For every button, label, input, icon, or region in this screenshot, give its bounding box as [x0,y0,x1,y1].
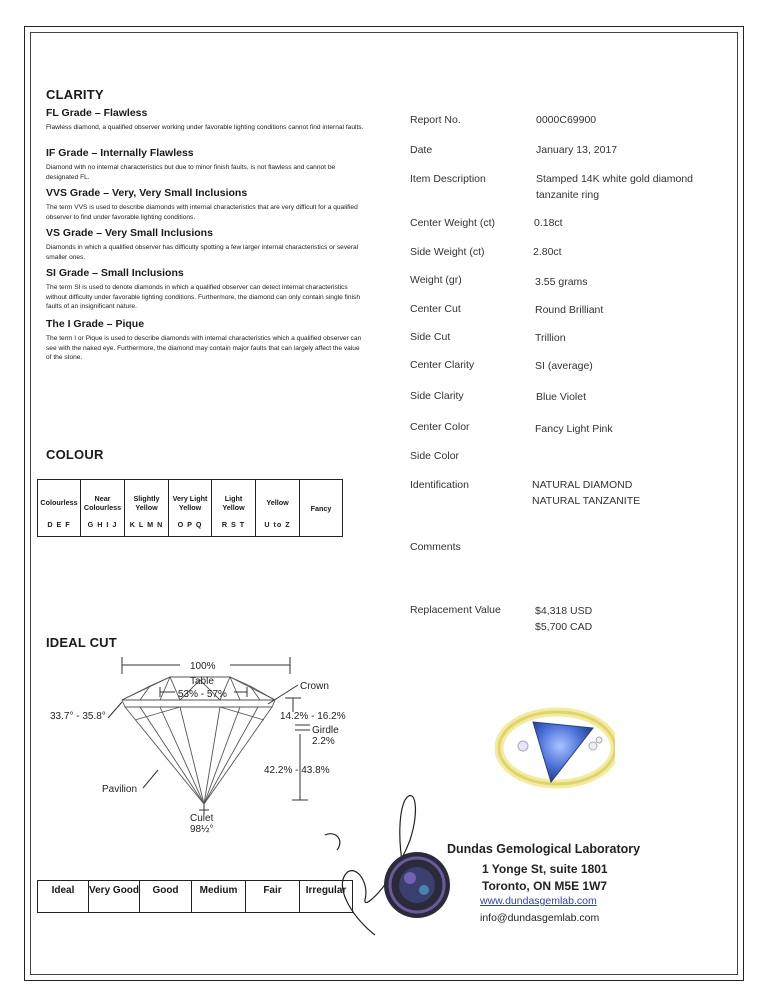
clarity-title: CLARITY [46,87,104,102]
cut-culet-label: Culet [190,813,214,824]
value-identification-1: NATURAL DIAMOND [532,479,633,491]
cut-table-label: Table [190,676,214,687]
cut-culet-value: 98½° [190,824,214,835]
lab-address-line1: 1 Yonge St, suite 1801 [482,862,608,876]
label-center-color: Center Color [410,421,470,433]
colour-cell [256,480,300,537]
colour-cell-label: Yellow [266,498,289,507]
label-side-cut: Side Cut [410,331,451,343]
colour-cell-label: Near Colourless [83,493,122,512]
lab-address-line2: Toronto, ON M5E 1W7 [482,879,608,893]
lab-name: Dundas Gemological Laboratory [447,842,641,856]
colour-cell-grades: R S T [221,519,246,529]
clarity-vvs-heading: VVS Grade – Very, Very Small Inclusions [46,187,248,199]
clarity-vvs-text: The term VVS is used to describe diamonds with internal characteristics that are very difficult for a qualified observer to find under favorable lighting conditions. [46,204,358,221]
cut-crown-label: Crown [300,681,329,692]
value-item-description: Stamped 14K white gold diamond tanzanite ring [536,173,694,201]
value-center-clarity: SI (average) [535,360,593,372]
colour-cell [212,480,256,537]
value-identification-2: NATURAL TANZANITE [532,495,641,507]
clarity-if-text: Diamond with no internal characteristics but due to minor finish faults, is not flawless and cannot be designated FL. [46,164,336,181]
cut-grade-cell: Medium [192,881,246,913]
value-center-weight: 0.18ct [534,217,563,229]
colour-cell-fancy: Fancy [300,480,343,537]
cut-grade-cell: Good [140,881,192,913]
value-center-color: Fancy Light Pink [535,423,613,435]
label-report-no: Report No. [410,114,461,126]
clarity-si-text: The term SI is used to denote diamonds in which a qualified observer can detect internal characteristics without difficulty under favorable lighting conditions. Furthermore, the diamond can only contain single finish faults of an insignificant nature. [46,284,360,311]
clarity-fl-text: Flawless diamond, a qualified observer working under favorable lighting conditions cannot find internal faults. [46,124,364,131]
colour-cell-label: Light Yellow [222,493,245,512]
value-center-cut: Round Brilliant [535,304,604,316]
label-replacement-value: Replacement Value [410,604,501,616]
cut-grade-cell: Very Good [89,881,140,913]
clarity-fl-heading: FL Grade – Flawless [46,107,148,119]
cut-pavilion-label: Pavilion [102,784,138,795]
label-date: Date [410,144,433,156]
colour-cell-label: Colourless [40,498,78,507]
colour-scale-table [37,479,343,537]
lab-website-link[interactable]: www.dundasgemlab.com [480,895,597,907]
colour-cell-grades: U to Z [264,519,291,529]
cut-grade-cell: Ideal [38,881,89,913]
colour-cell-grades: D E F [47,519,71,529]
clarity-i-heading: The I Grade – Pique [46,318,145,330]
colour-title: COLOUR [46,447,104,462]
colour-cell [169,480,212,537]
cut-total-label: 100% [190,661,216,672]
value-side-weight: 2.80ct [533,246,562,258]
clarity-i-text: The term I or Pique is used to describe diamonds with internal characteristics which a qualified observer can see with the naked eye. Furthermore, the diamond may contain major faults that can largely affect the value of the stone. [46,335,362,362]
cut-pavilion-depth: 42.2% - 43.8% [264,765,330,776]
label-side-color: Side Color [410,450,460,462]
label-identification: Identification [410,479,469,491]
clarity-vs-heading: VS Grade – Very Small Inclusions [46,227,213,239]
label-comments: Comments [410,541,461,553]
clarity-if-heading: IF Grade – Internally Flawless [46,147,194,159]
value-report-no: 0000C69900 [536,114,597,126]
cut-grade-cell: Fair [246,881,300,913]
value-weight-gr: 3.55 grams [535,276,588,288]
colour-cell-label: Very Light Yellow [172,493,208,512]
lab-email: info@dundasgemlab.com [480,912,600,924]
cut-girdle-label: Girdle [312,725,339,736]
cut-girdle-value: 2.2% [312,736,335,747]
cut-crown-height: 14.2% - 16.2% [280,711,346,722]
label-center-cut: Center Cut [410,303,461,315]
ideal-cut-title: IDEAL CUT [46,635,117,650]
ring-photo [495,700,615,790]
label-side-weight: Side Weight (ct) [410,246,485,258]
cut-grade-table [37,880,353,913]
cut-crown-angle: 33.7° - 35.8° [50,711,106,722]
value-replacement-usd: $4,318 USD [535,605,593,617]
label-center-weight: Center Weight (ct) [410,217,495,229]
colour-cell-grades: K L M N [129,519,164,529]
label-center-clarity: Center Clarity [410,359,475,371]
clarity-vs-text: Diamonds in which a qualified observer has difficulty spotting a few larger internal characteristics or several smaller ones. [46,244,359,261]
colour-cell [81,480,125,537]
laboratory-seal [382,850,452,920]
value-side-clarity: Blue Violet [536,391,587,403]
value-side-cut: Trillion [535,332,566,344]
cut-table-range: 53% - 57% [178,689,227,700]
colour-cell-label: Slightly Yellow [133,493,160,512]
colour-cell [125,480,169,537]
label-item-description: Item Description [410,173,486,185]
label-weight-gr: Weight (gr) [410,274,462,286]
value-date: January 13, 2017 [536,144,618,156]
colour-cell-grades: G H I J [87,519,118,529]
colour-cell [38,480,81,537]
colour-cell-grades: O P Q [177,519,203,529]
clarity-si-heading: SI Grade – Small Inclusions [46,267,184,279]
cut-grade-cell: Irregular [300,881,353,913]
value-replacement-cad: $5,700 CAD [535,621,593,633]
label-side-clarity: Side Clarity [410,390,464,402]
